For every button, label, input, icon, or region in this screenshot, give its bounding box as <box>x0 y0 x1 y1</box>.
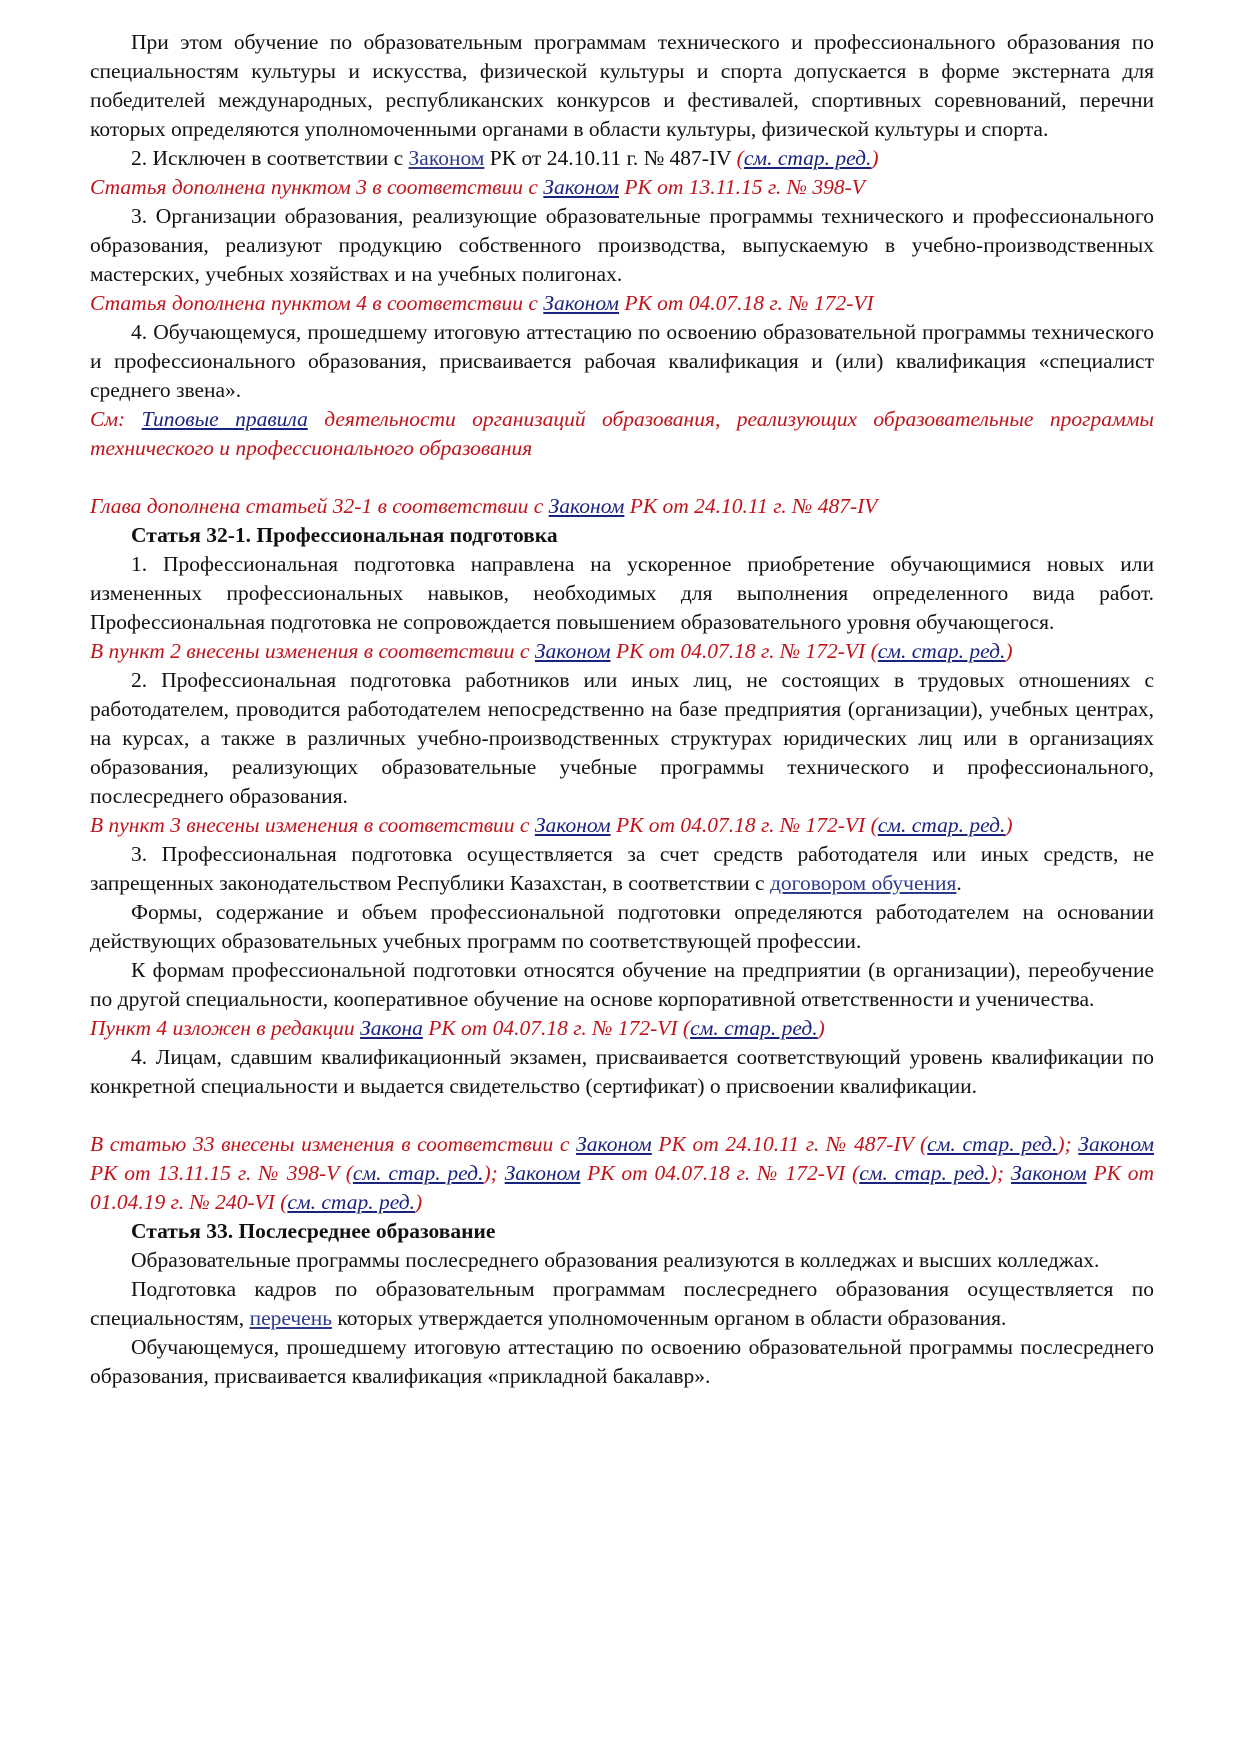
amendment-note: Статья дополнена пунктом 4 в соответствии с Законом РК от 04.07.18 г. № 172-VI <box>90 291 874 315</box>
paragraph-external-study: При этом обучение по образовательным программам технического и профессионального образования по специальностям культуры и искусства, физической культуры и спорта допускается в форме экстерната для победителей международных, республиканских конкурсов и фестивалей, спортивных соревнований, перечни которых определяются уполномоченными органами в области культуры, физической культуры и спорта. <box>90 30 1154 141</box>
amendment-note-article-33: В статью 33 внесены изменения в соответствии с Законом РК от 24.10.11 г. № 487-IV (см. стар. ред.); Законом РК от 13.11.15 г. № 398-V (см. стар. ред.); Законом РК от 04.07.18 г. № 172-VI (см. стар. ред.); Законом РК от 01.04.19 г. № 240-VI (см. стар. ред.) <box>90 1132 1155 1214</box>
paragraph-item-4: 4. Обучающемуся, прошедшему итоговую аттестацию по освоению образовательной программы технического и профессионального образования, присваивается рабочая квалификация и (или) квалификация «специалист среднего звена». <box>90 320 1154 402</box>
paragraph-item-2-excluded: 2. Исключен в соответствии с Законом РК от 24.10.11 г. № 487-IV (см. стар. ред.) <box>131 146 879 170</box>
old-edition-link[interactable]: см. стар. ред. <box>287 1190 415 1214</box>
article-heading-33: Статья 33. Послесреднее образование <box>131 1219 496 1243</box>
paragraph-forms-content: Формы, содержание и объем профессиональной подготовки определяются работодателем на основании действующих образовательных учебных программ по соответствующей профессии. <box>90 900 1154 953</box>
old-edition-link[interactable]: см. стар. ред. <box>877 813 1006 837</box>
old-edition-link[interactable]: см. стар. ред. <box>690 1016 818 1040</box>
law-link[interactable]: Законом <box>504 1161 581 1185</box>
old-edition-link[interactable]: см. стар. ред. <box>927 1132 1058 1156</box>
law-link[interactable]: Закона <box>360 1016 423 1040</box>
amendment-note: Глава дополнена статьей 32-1 в соответствии с Законом РК от 24.10.11 г. № 487-IV <box>90 494 878 518</box>
specialties-list-link[interactable]: перечень <box>249 1306 333 1330</box>
old-edition-link[interactable]: см. стар. ред. <box>743 146 872 170</box>
amendment-note: Статья дополнена пунктом 3 в соответствии с Законом РК от 13.11.15 г. № 398-V <box>90 175 865 199</box>
paragraph-32-1-item-1: 1. Профессиональная подготовка направлена на ускоренное приобретение обучающимися новых или измененных профессиональных навыков, необходимых для выполнения определенного вида работ. Профессиональная подготовка не сопровождается повышением образовательного уровня обучающегося. <box>90 552 1154 634</box>
paragraph-33-training: Подготовка кадров по образовательным программам послесреднего образования осуществляется по специальностям, перечень которых утверждается уполномоченным органом в области образования. <box>90 1277 1154 1330</box>
law-link[interactable]: Законом <box>543 291 619 315</box>
law-link[interactable]: Законом <box>534 639 611 663</box>
amendment-note: В пункт 2 внесены изменения в соответствии с Законом РК от 04.07.18 г. № 172-VI (см. стар. ред.) <box>90 639 1013 663</box>
law-link[interactable]: Законом <box>1078 1132 1154 1156</box>
spacer <box>90 1101 1154 1130</box>
paragraph-32-1-item-3: 3. Профессиональная подготовка осуществляется за счет средств работодателя или иных средств, не запрещенных законодательством Республики Казахстан, в соответствии с договором обучения. <box>90 842 1154 895</box>
amendment-note: Пункт 4 изложен в редакции Закона РК от 04.07.18 г. № 172-VI (см. стар. ред.) <box>90 1016 825 1040</box>
spacer <box>90 463 1154 492</box>
paragraph-32-1-item-4: 4. Лицам, сдавшим квалификационный экзамен, присваивается соответствующий уровень квалификации по конкретной специальности и выдается свидетельство (сертификат) о присвоении квалификации. <box>90 1045 1154 1098</box>
law-link[interactable]: Законом <box>576 1132 652 1156</box>
paragraph-item-3: 3. Организации образования, реализующие образовательные программы технического и профессионального образования, реализуют продукцию собственного производства, выпускаемую в учебно-производственных мастерских, учебных хозяйствах и на учебных полигонах. <box>90 204 1154 286</box>
law-link[interactable]: Законом <box>1010 1161 1087 1185</box>
law-link[interactable]: Законом <box>408 146 485 170</box>
paragraph-33-programs: Образовательные программы послесреднего образования реализуются в колледжах и высших колледжах. <box>131 1248 1100 1272</box>
law-link[interactable]: Законом <box>534 813 611 837</box>
law-link[interactable]: Законом <box>543 175 619 199</box>
old-edition-link[interactable]: см. стар. ред. <box>877 639 1006 663</box>
typical-rules-link[interactable]: Типовые правила <box>141 407 308 431</box>
law-link[interactable]: Законом <box>548 494 625 518</box>
paragraph-32-1-item-2: 2. Профессиональная подготовка работников или иных лиц, не состоящих в трудовых отношениях с работодателем, проводится работодателем непосредственно на базе предприятия (организации), учебных центрах, на курсах, а также в различных учебно-производственных структурах юридических лиц или в организациях образования, реализующих образовательные учебные программы технического и профессионального, послесреднего образования. <box>90 668 1154 808</box>
paragraph-33-qualification: Обучающемуся, прошедшему итоговую аттестацию по освоению образовательной программы послесреднего образования, присваивается квалификация «прикладной бакалавр». <box>90 1335 1154 1388</box>
training-contract-link[interactable]: договором обучения <box>769 871 957 895</box>
old-edition-link[interactable]: см. стар. ред. <box>352 1161 484 1185</box>
article-heading-32-1: Статья 32-1. Профессиональная подготовка <box>131 523 558 547</box>
amendment-note: В пункт 3 внесены изменения в соответствии с Законом РК от 04.07.18 г. № 172-VI (см. стар. ред.) <box>90 813 1013 837</box>
document-page <box>90 28 1154 1391</box>
paragraph-training-forms: К формам профессиональной подготовки относятся обучение на предприятии (в организации), переобучение по другой специальности, кооперативное обучение на основе корпоративной ответственности и ученичества. <box>90 958 1154 1011</box>
reference-note: См: Типовые правила деятельности организаций образования, реализующих образовательные программы технического и профессионального образования <box>90 407 1154 460</box>
old-edition-link[interactable]: см. стар. ред. <box>859 1161 990 1185</box>
